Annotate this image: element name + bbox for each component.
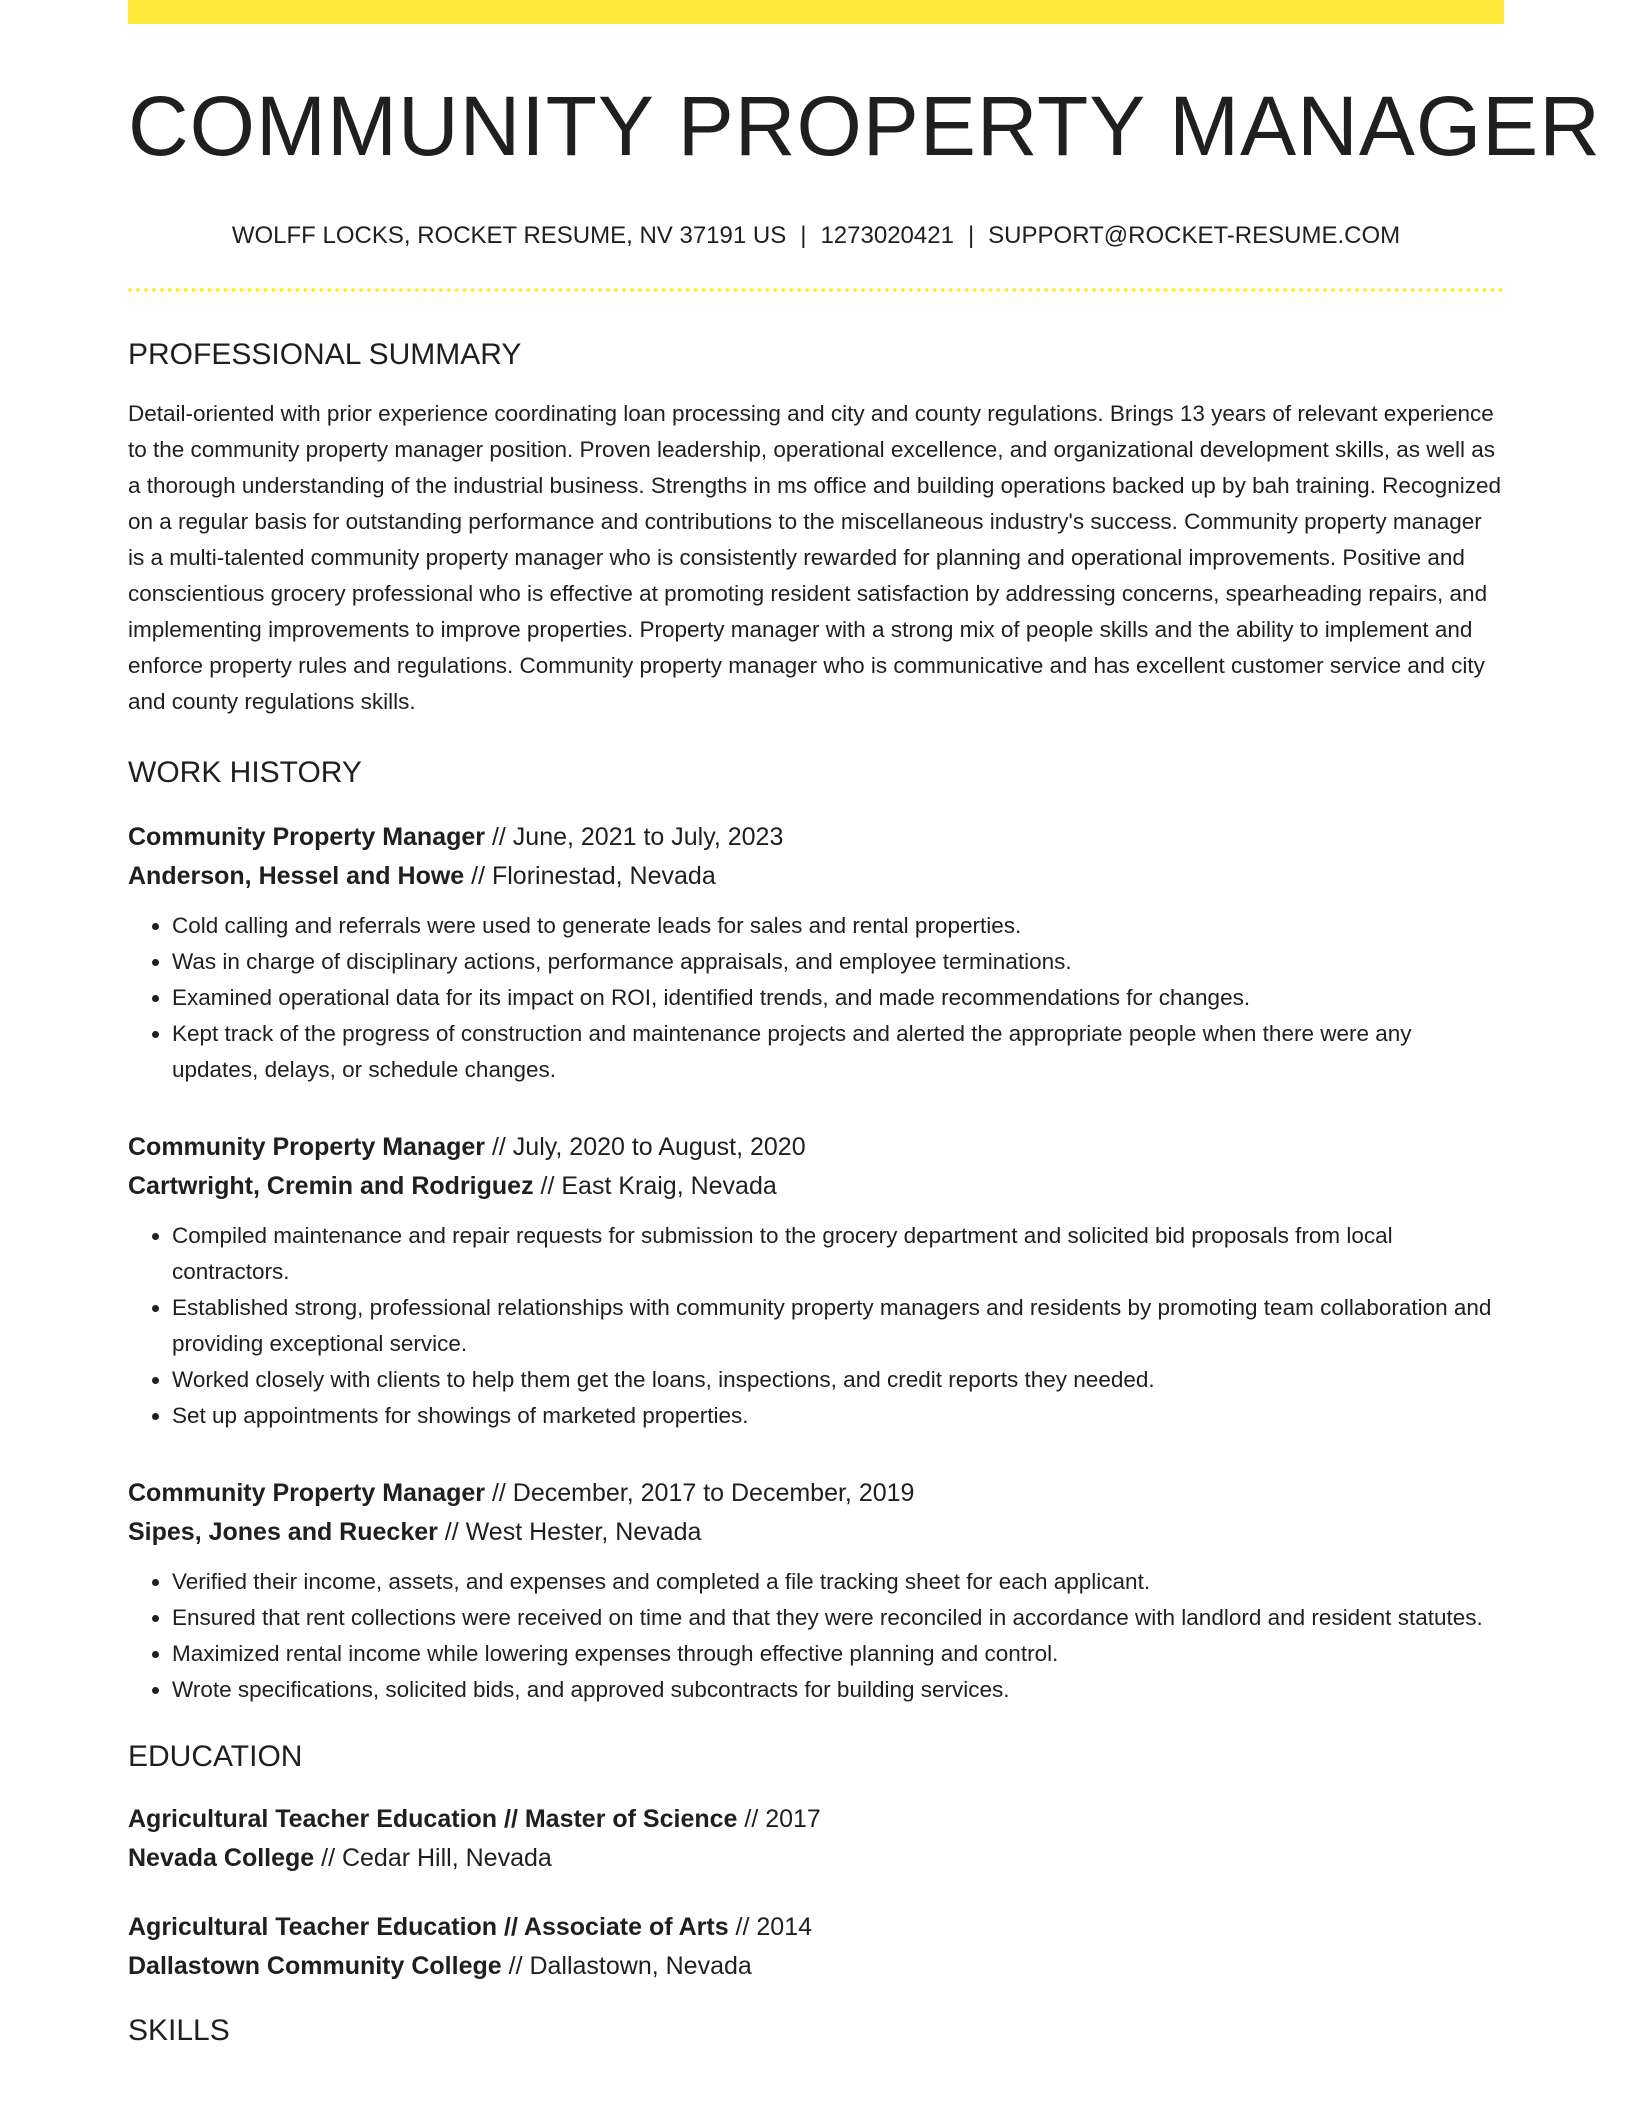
education-degree-line xyxy=(128,1908,1504,1947)
contact-phone: 1273020421 xyxy=(820,222,954,249)
job-bullet: • Examined operational data for its impact on ROI, identified trends, and made recommendations for changes. xyxy=(172,980,1504,1016)
skills-heading: SKILLS xyxy=(128,2014,230,2047)
job-bullets xyxy=(128,1218,1504,1434)
education-degree: Agricultural Teacher Education // Associate of Arts xyxy=(128,1913,729,1941)
contact-address: WOLFF LOCKS, ROCKET RESUME, NV 37191 US xyxy=(231,222,787,249)
job-bullet: • Cold calling and referrals were used to generate leads for sales and rental properties. xyxy=(172,908,1504,944)
job-bullets xyxy=(128,1564,1504,1708)
job-bullets xyxy=(128,908,1504,1088)
job-bullet: • Compiled maintenance and repair requests for submission to the grocery department and solicited bid proposals from local contractors. xyxy=(172,1218,1504,1290)
education-degree-line xyxy=(128,1800,1504,1839)
work-history-heading: WORK HISTORY xyxy=(128,756,362,789)
job-title-line xyxy=(128,1128,1504,1167)
job-entry xyxy=(128,1128,1504,1434)
job-entry xyxy=(128,818,1504,1088)
job-title-line xyxy=(128,818,1504,857)
education-school-line xyxy=(128,1839,1504,1878)
contact-separator: | xyxy=(967,222,975,249)
education-entry xyxy=(128,1800,1504,1878)
job-bullet: • Set up appointments for showings of marketed properties. xyxy=(172,1398,1504,1434)
resume-page xyxy=(128,0,1601,2047)
dotted-divider xyxy=(128,288,1504,292)
job-bullet: • Ensured that rent collections were received on time and that they were reconciled in accordance with landlord and resident statutes. xyxy=(172,1600,1504,1636)
job-title: Community Property Manager xyxy=(128,1133,486,1161)
job-dates: // July, 2020 to August, 2020 xyxy=(485,1133,806,1161)
education-school: Dallastown Community College xyxy=(128,1952,502,1980)
job-location: // East Kraig, Nevada xyxy=(533,1172,777,1200)
job-location: // Florinestad, Nevada xyxy=(464,862,716,890)
job-company: Sipes, Jones and Ruecker xyxy=(128,1518,438,1546)
job-bullet: • Established strong, professional relationships with community property managers and residents by promoting team collaboration and providing exceptional service. xyxy=(172,1290,1504,1362)
job-bullet: • Worked closely with clients to help them get the loans, inspections, and credit reports they needed. xyxy=(172,1362,1504,1398)
job-company-line xyxy=(128,1513,1504,1552)
contact-separator: | xyxy=(800,222,807,249)
contact-line xyxy=(128,224,1504,248)
summary-heading: PROFESSIONAL SUMMARY xyxy=(128,338,522,371)
job-entry xyxy=(128,1474,1504,1708)
contact-email: SUPPORT@ROCKET-RESUME.COM xyxy=(988,222,1401,249)
job-title: Community Property Manager xyxy=(128,1479,486,1507)
education-location: // Dallastown, Nevada xyxy=(501,1952,752,1980)
job-bullet: • Kept track of the progress of construction and maintenance projects and alerted the appropriate people when there were any updates, delays, or schedule changes. xyxy=(172,1016,1504,1088)
job-dates: // December, 2017 to December, 2019 xyxy=(485,1479,915,1507)
resume-title: COMMUNITY PROPERTY MANAGER xyxy=(128,79,1601,173)
education-year: // 2017 xyxy=(737,1805,821,1833)
job-company: Cartwright, Cremin and Rodriguez xyxy=(128,1172,534,1200)
education-year: // 2014 xyxy=(728,1913,813,1941)
education-degree: Agricultural Teacher Education // Master of Science xyxy=(128,1805,738,1833)
job-bullet: • Maximized rental income while lowering expenses through effective planning and control. xyxy=(172,1636,1504,1672)
job-company: Anderson, Hessel and Howe xyxy=(128,862,465,890)
job-title-line xyxy=(128,1474,1504,1513)
job-bullet: • Verified their income, assets, and expenses and completed a file tracking sheet for each applicant. xyxy=(172,1564,1504,1600)
job-company-line xyxy=(128,857,1504,896)
job-title: Community Property Manager xyxy=(128,823,486,851)
job-bullet: • Wrote specifications, solicited bids, and approved subcontracts for building services. xyxy=(172,1672,1504,1708)
education-entry xyxy=(128,1908,1504,1986)
summary-text: Detail-oriented with prior experience coordinating loan processing and city and county regulations. Brings 13 years of relevant experience to the community property manager position. Proven leadership, operational excellence, and organizational development skills, as well as a thorough understanding of the industrial business. Strengths in ms office and building operations backed up by bah training. Recognized on a regular basis for outstanding performance and contributions to the miscellaneous industry's success. Community property manager is a multi-talented community property manager who is consistently rewarded for planning and operational improvements. Positive and conscientious grocery professional who is effective at promoting resident satisfaction by addressing concerns, spearheading repairs, and implementing improvements to improve properties. Property manager with a strong mix of people skills and the ability to implement and enforce property rules and regulations. Community property manager who is communicative and has excellent customer service and city and county regulations skills. xyxy=(128,401,1501,714)
job-location: // West Hester, Nevada xyxy=(437,1518,702,1546)
job-bullet: • Was in charge of disciplinary actions, performance appraisals, and employee terminations. xyxy=(172,944,1504,980)
education-school: Nevada College xyxy=(128,1844,315,1872)
education-school-line xyxy=(128,1947,1504,1986)
education-location: // Cedar Hill, Nevada xyxy=(314,1844,552,1872)
job-company-line xyxy=(128,1167,1504,1206)
top-accent-bar xyxy=(128,0,1504,24)
education-heading: EDUCATION xyxy=(128,1740,303,1773)
job-dates: // June, 2021 to July, 2023 xyxy=(485,823,784,851)
